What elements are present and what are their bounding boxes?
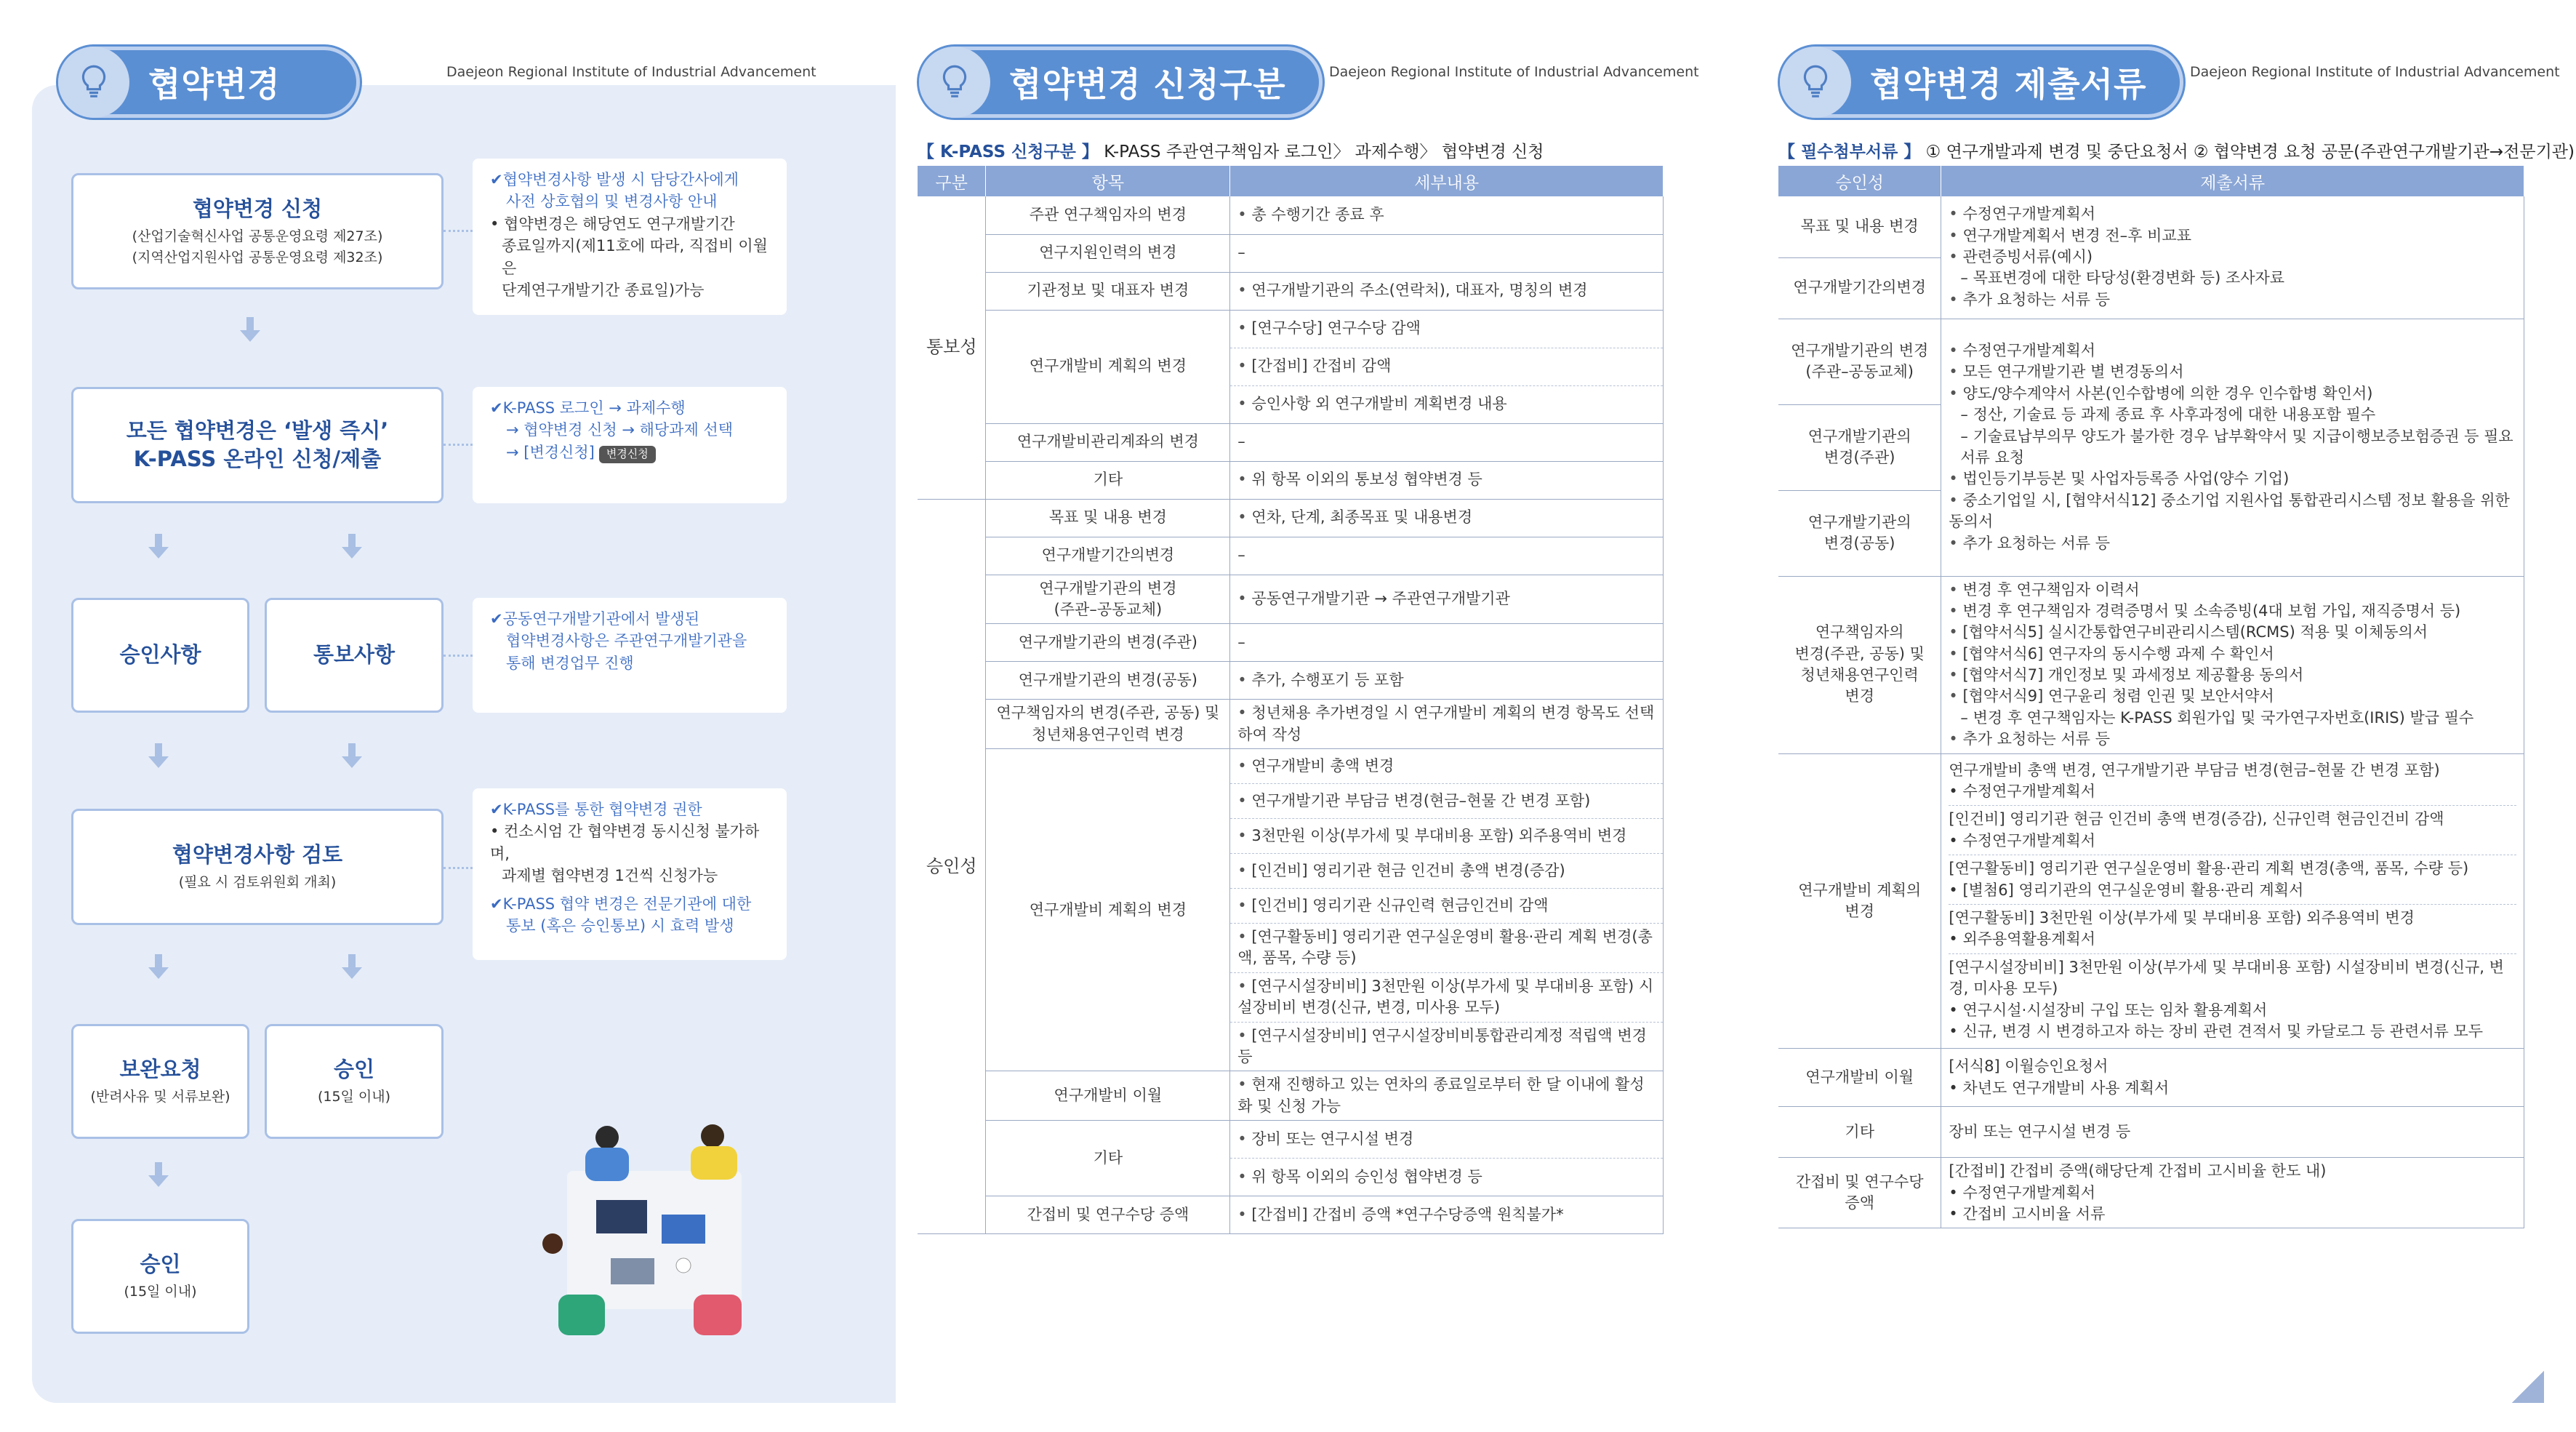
item-cell: 기타 bbox=[986, 461, 1230, 499]
category-cell: 통보성 bbox=[918, 196, 986, 499]
approval-cell: 연구책임자의 변경(주관, 공동) 및 청년채용연구인력 변경 bbox=[1778, 576, 1941, 753]
lightbulb-icon bbox=[58, 47, 129, 118]
note1-b1: • 협약변경은 해당연도 연구개발기간 bbox=[490, 215, 735, 233]
detail-text: • 연구개발기관 부담금 변경(현금–현물 간 변경 포함) bbox=[1237, 792, 1590, 809]
table-row bbox=[918, 624, 1664, 662]
arrow-down-icon bbox=[148, 967, 169, 979]
col-category: 구분 bbox=[918, 166, 986, 196]
table-row bbox=[918, 1196, 1664, 1234]
check-icon: ✔ bbox=[490, 610, 503, 628]
detail-text: • 총 수행기간 종료 후 bbox=[1237, 206, 1384, 223]
docs-cell: 장비 또는 연구시설 변경 등 bbox=[1941, 1107, 2524, 1158]
table-row bbox=[918, 537, 1664, 575]
docs-cell bbox=[1941, 576, 2524, 753]
item-cell: 연구개발비 계획의 변경 bbox=[986, 749, 1230, 1071]
detail-text: • 연차, 단계, 최종목표 및 내용변경 bbox=[1237, 508, 1472, 526]
detail-cell bbox=[1230, 499, 1664, 537]
table-row bbox=[918, 461, 1664, 499]
approval-cell: 간접비 및 연구수당 증액 bbox=[1778, 1158, 1941, 1228]
doc-line: • 수정연구개발계획서 bbox=[1949, 204, 2516, 225]
note4-b1: • 컨소시엄 간 협약변경 동시신청 불가하며, bbox=[490, 823, 760, 863]
box-all-title1: 모든 협약변경은 ‘발생 즉시’ bbox=[126, 417, 389, 443]
detail-text: • 추가, 수행포기 등 포함 bbox=[1237, 671, 1403, 689]
table-row bbox=[918, 1121, 1664, 1159]
detail-text: • [연구활동비] 영리기관 연구실운영비 활용·관리 계획 변경(총액, 품목, 수량 등) bbox=[1237, 928, 1653, 967]
table-row bbox=[918, 575, 1664, 624]
detail-cell bbox=[1230, 624, 1664, 662]
table-row bbox=[918, 1071, 1664, 1121]
note1-b3: 단계연구개발기간 종료일)가능 bbox=[502, 281, 705, 300]
detail-cell bbox=[1230, 461, 1664, 499]
meeting-illustration bbox=[538, 1120, 771, 1360]
table-row bbox=[1778, 1049, 2524, 1107]
table-row bbox=[918, 700, 1664, 749]
detail-cell bbox=[1230, 662, 1664, 700]
note3-l3: 통해 변경업무 진행 bbox=[506, 654, 634, 672]
box-notify bbox=[265, 598, 444, 713]
detail-text: • 현재 진행하고 있는 연차의 종료일로부터 한 달 이내에 활성화 및 신청 가능 bbox=[1237, 1076, 1644, 1114]
box-approval-title: 승인사항 bbox=[119, 642, 201, 668]
detail-cell bbox=[1230, 234, 1664, 272]
approval-cell: 연구개발기간의변경 bbox=[1778, 257, 1941, 319]
table-row bbox=[1778, 576, 2524, 753]
box-ok1-title: 승인 bbox=[333, 1057, 375, 1082]
detail-text: • 3천만원 이상(부가세 및 부대비용 포함) 외주용역비 변경 bbox=[1237, 827, 1626, 844]
detail-cell bbox=[1230, 272, 1664, 310]
note3-l2: 협약변경사항은 주관연구개발기관을 bbox=[506, 632, 747, 650]
box-approval bbox=[71, 598, 249, 713]
detail-cell bbox=[1230, 749, 1664, 784]
docs-cell bbox=[1941, 753, 2524, 1049]
item-cell: 주관 연구책임자의 변경 bbox=[986, 196, 1230, 234]
doc-block bbox=[1949, 757, 2516, 807]
detail-cell bbox=[1230, 1071, 1664, 1121]
doc-line: • [별첨6] 영리기관의 연구실운영비 활용·관리 계획서 bbox=[1949, 881, 2304, 899]
col-docs: 제출서류 bbox=[1941, 166, 2524, 196]
detail-cell bbox=[1230, 854, 1664, 889]
doc-line: • 양도/양수계약서 사본(인수합병에 의한 경우 인수합병 확인서) bbox=[1949, 383, 2516, 404]
table-row bbox=[918, 272, 1664, 310]
box-supplement bbox=[71, 1024, 249, 1139]
item-cell: 간접비 및 연구수당 증액 bbox=[986, 1196, 1230, 1234]
doc-line: [연구활동비] 영리기관 연구실운영비 활용·관리 계획 변경(총액, 품목, 수량 등) bbox=[1949, 860, 2469, 878]
doc-line: • 법인등기부등본 및 사업자등록증 사업(양수 기업) bbox=[1949, 468, 2516, 489]
doc-line: • [협약서식7] 개인정보 및 과세정보 제공활용 동의서 bbox=[1949, 665, 2516, 686]
detail-text: • [연구시설장비비] 연구시설장비비통합관리계정 적립액 변경 등 bbox=[1237, 1027, 1647, 1065]
table-required-docs bbox=[1778, 166, 2524, 1228]
doc-line: • 중소기업일 시, [협약서식12] 중소기업 지원사업 통합관리시스템 정보 활용을 위한 동의서 bbox=[1949, 490, 2516, 533]
item-cell: 연구책임자의 변경(주관, 공동) 및 청년채용연구인력 변경 bbox=[986, 700, 1230, 749]
detail-text: – bbox=[1237, 244, 1245, 262]
panel1-title-pill bbox=[58, 47, 360, 118]
item-cell: 기타 bbox=[986, 1121, 1230, 1196]
doc-block bbox=[1949, 954, 2516, 1046]
item-cell: 연구개발비 계획의 변경 bbox=[986, 310, 1230, 423]
box-all-changes bbox=[71, 387, 444, 503]
doc-line: • 추가 요청하는 서류 등 bbox=[1949, 729, 2516, 750]
doc-line: • 신규, 변경 시 변경하고자 하는 장비 관련 견적서 및 카달로그 등 관련서류 모두 bbox=[1949, 1022, 2484, 1040]
note2-l1: K-PASS 로그인 → 과제수행 bbox=[502, 399, 686, 417]
table-row bbox=[918, 423, 1664, 461]
connector-2 bbox=[444, 444, 473, 446]
item-cell: 연구개발기관의 변경(공동) bbox=[986, 662, 1230, 700]
detail-text: • 연구개발비 총액 변경 bbox=[1237, 757, 1394, 775]
box-apply-title: 협약변경 신청 bbox=[192, 196, 323, 221]
connector-1 bbox=[444, 230, 473, 232]
check-icon: ✔ bbox=[490, 801, 503, 818]
detail-text: • [연구시설장비비] 3천만원 이상(부가세 및 부대비용 포함) 시설장비비 변경(신규, 변경, 미사용 모두) bbox=[1237, 977, 1653, 1016]
arrow-down-icon bbox=[342, 967, 362, 979]
note-2 bbox=[473, 387, 787, 503]
approval-cell: 연구개발비 계획의 변경 bbox=[1778, 753, 1941, 1049]
institute-label-2: Daejeon Regional Institute of Industrial Advancement bbox=[1329, 64, 1699, 80]
detail-cell bbox=[1230, 972, 1664, 1022]
doc-line: • 차년도 연구개발비 사용 계획서 bbox=[1949, 1079, 2170, 1097]
table-row bbox=[1778, 753, 2524, 1049]
detail-text: • [연구수당] 연구수당 감액 bbox=[1237, 319, 1421, 337]
panel2-section-header bbox=[918, 138, 1544, 162]
note-3 bbox=[473, 598, 787, 713]
panel1-title: 협약변경 bbox=[148, 65, 281, 104]
note1-line1: 협약변경사항 발생 시 담당간사에게 bbox=[502, 171, 739, 188]
doc-line: • 외주용역활용계획서 bbox=[1949, 930, 2096, 948]
table-row bbox=[918, 662, 1664, 700]
doc-line: – 목표변경에 대한 타당성(환경변화 등) 조사자료 bbox=[1960, 269, 2285, 287]
note2-l3: → [변경신청] bbox=[506, 443, 595, 461]
detail-text: • 공동연구개발기관 → 주관연구개발기관 bbox=[1237, 590, 1510, 607]
table-row bbox=[918, 234, 1664, 272]
detail-cell bbox=[1230, 310, 1664, 348]
check-icon: ✔ bbox=[490, 171, 503, 188]
box-approve-1 bbox=[265, 1024, 444, 1139]
arrow-down-icon bbox=[342, 756, 362, 768]
item-cell: 연구지원인력의 변경 bbox=[986, 234, 1230, 272]
doc-line: [간접비] 간접비 증액(해당단계 간접비 고시비율 한도 내) bbox=[1949, 1162, 2327, 1180]
check-icon: ✔ bbox=[490, 895, 503, 913]
panel2-title: 협약변경 신청구분 bbox=[1009, 65, 1286, 104]
note1-b2: 종료일까지(제11호에 따라, 직접비 이월은 bbox=[502, 237, 768, 277]
doc-line: • 수정연구개발계획서 bbox=[1949, 831, 2096, 849]
docs-cell bbox=[1941, 1049, 2524, 1107]
detail-text: • 연구개발기관의 주소(연락처), 대표자, 명칭의 변경 bbox=[1237, 281, 1587, 299]
institute-label-3: Daejeon Regional Institute of Industrial Advancement bbox=[2190, 64, 2560, 80]
detail-cell bbox=[1230, 1159, 1664, 1196]
detail-cell bbox=[1230, 575, 1664, 624]
doc-line: • 수정연구개발계획서 bbox=[1949, 1183, 2096, 1201]
detail-cell bbox=[1230, 537, 1664, 575]
detail-cell bbox=[1230, 700, 1664, 749]
box-approve-2 bbox=[71, 1219, 249, 1334]
connector-4 bbox=[444, 867, 473, 869]
panel3-title-pill bbox=[1780, 47, 2183, 118]
box-review bbox=[71, 809, 444, 925]
detail-text: • 청년채용 추가변경일 시 연구개발비 계획의 변경 항목도 선택하여 작성 bbox=[1237, 704, 1654, 743]
note-1 bbox=[473, 159, 787, 315]
detail-cell bbox=[1230, 348, 1664, 385]
doc-line: • 변경 후 연구책임자 경력증명서 및 소속증빙(4대 보험 가입, 재직증명서 등) bbox=[1949, 601, 2516, 622]
note4-h2: K-PASS 협약 변경은 전문기관에 대한 bbox=[502, 895, 752, 913]
doc-line: • [협약서식9] 연구윤리 청렴 인권 및 보안서약서 bbox=[1949, 686, 2516, 707]
box-ok1-sub: (15일 이내) bbox=[317, 1089, 391, 1105]
box-supp-sub: (반려사유 및 서류보완) bbox=[90, 1089, 230, 1105]
detail-text: • 승인사항 외 연구개발비 계획변경 내용 bbox=[1237, 395, 1506, 412]
connector-3 bbox=[444, 655, 473, 657]
item-cell: 기관정보 및 대표자 변경 bbox=[986, 272, 1230, 310]
detail-text: • 위 항목 이외의 승인성 협약변경 등 bbox=[1237, 1168, 1482, 1185]
panel2-head-rest: K-PASS 주관연구책임자 로그인〉 과제수행〉 협약변경 신청 bbox=[1104, 143, 1544, 161]
table-row bbox=[1778, 1107, 2524, 1158]
note-4 bbox=[473, 788, 787, 960]
item-cell: 연구개발비 이월 bbox=[986, 1071, 1230, 1121]
doc-line: • [협약서식5] 실시간통합연구비관리시스템(RCMS) 적용 및 이체동의서 bbox=[1949, 622, 2516, 643]
doc-line: 연구개발비 총액 변경, 연구개발기관 부담금 변경(현금–현물 간 변경 포함) bbox=[1949, 761, 2440, 779]
doc-line: [연구시설장비비] 3천만원 이상(부가세 및 부대비용 포함) 시설장비비 변경(신규, 변경, 미사용 모두) bbox=[1949, 958, 2504, 998]
approval-cell: 연구개발기관의 변경 (주관–공동교체) bbox=[1778, 319, 1941, 404]
table-row bbox=[918, 310, 1664, 348]
doc-block bbox=[1949, 855, 2516, 905]
table-row bbox=[1778, 1158, 2524, 1228]
box-supp-title: 보완요청 bbox=[119, 1057, 201, 1082]
panel2-title-pill bbox=[919, 47, 1323, 118]
arrow-down-icon bbox=[342, 547, 362, 559]
approval-cell: 연구개발비 이월 bbox=[1778, 1049, 1941, 1107]
detail-cell bbox=[1230, 1022, 1664, 1071]
item-cell: 연구개발기간의변경 bbox=[986, 537, 1230, 575]
col-item: 항목 bbox=[986, 166, 1230, 196]
detail-cell bbox=[1230, 385, 1664, 423]
table-row bbox=[1778, 319, 2524, 404]
doc-line: • 수정연구개발계획서 bbox=[1949, 783, 2096, 801]
detail-text: • [인건비] 영리기관 현금 인건비 총액 변경(증감) bbox=[1237, 862, 1565, 879]
arrow-down-icon bbox=[240, 330, 260, 342]
item-cell: 연구개발기관의 변경 (주관–공동교체) bbox=[986, 575, 1230, 624]
doc-line: [연구활동비] 3천만원 이상(부가세 및 부대비용 포함) 외주용역비 변경 bbox=[1949, 908, 2415, 927]
box-ok2-sub: (15일 이내) bbox=[124, 1284, 197, 1300]
arrow-down-icon bbox=[148, 1175, 169, 1187]
box-apply bbox=[71, 173, 444, 289]
detail-cell bbox=[1230, 784, 1664, 819]
box-apply-sub1: (산업기술혁신사업 공통운영요령 제27조) bbox=[132, 228, 383, 245]
doc-line: • 연구시설·시설장비 구입 또는 임차 활용계획서 bbox=[1949, 1001, 2268, 1019]
box-notify-title: 통보사항 bbox=[313, 642, 396, 668]
doc-line: • 연구개발계획서 변경 전–후 비교표 bbox=[1949, 225, 2516, 247]
note4-h3: 통보 (혹은 승인통보) 시 효력 발생 bbox=[506, 917, 734, 935]
box-all-title2: K-PASS 온라인 신청/제출 bbox=[133, 447, 382, 471]
doc-line: [서식8] 이월승인요청서 bbox=[1949, 1057, 2108, 1076]
detail-cell bbox=[1230, 924, 1664, 973]
doc-line: • 모든 연구개발기관 별 변경동의서 bbox=[1949, 361, 2516, 383]
table-row bbox=[918, 499, 1664, 537]
detail-text: – bbox=[1237, 633, 1245, 652]
arrow-down-icon bbox=[148, 547, 169, 559]
box-ok2-title: 승인 bbox=[140, 1252, 181, 1277]
lightbulb-icon bbox=[1780, 47, 1851, 118]
detail-cell bbox=[1230, 1121, 1664, 1159]
col-approval: 승인성 bbox=[1778, 166, 1941, 196]
check-icon: ✔ bbox=[490, 399, 503, 417]
doc-line: [인건비] 영리기관 현금 인건비 총액 변경(증감), 신규인력 현금인건비 감액 bbox=[1949, 810, 2444, 828]
detail-cell bbox=[1230, 423, 1664, 461]
table-row bbox=[918, 749, 1664, 784]
detail-cell bbox=[1230, 1196, 1664, 1234]
box-review-sub: (필요 시 검토위원회 개최) bbox=[178, 874, 337, 891]
docs-cell bbox=[1941, 1158, 2524, 1228]
item-cell: 목표 및 내용 변경 bbox=[986, 499, 1230, 537]
note3-l1: 공동연구개발기관에서 발생된 bbox=[502, 610, 700, 628]
note4-h1: K-PASS를 통한 협약변경 권한 bbox=[502, 801, 702, 818]
approval-cell: 기타 bbox=[1778, 1107, 1941, 1158]
lightbulb-icon bbox=[919, 47, 990, 118]
doc-block bbox=[1949, 905, 2516, 954]
doc-line: • [협약서식6] 연구자의 동시수행 과제 수 확인서 bbox=[1949, 644, 2516, 665]
doc-line: • 변경 후 연구책임자 이력서 bbox=[1949, 580, 2516, 601]
detail-text: • [간접비] 간접비 감액 bbox=[1237, 357, 1391, 375]
doc-line: • 추가 요청하는 서류 등 bbox=[1949, 533, 2516, 554]
category-cell: 승인성 bbox=[918, 499, 986, 1234]
detail-text: • 장비 또는 연구시설 변경 bbox=[1237, 1130, 1413, 1148]
page-fold bbox=[2512, 1371, 2544, 1403]
table-application-type bbox=[918, 166, 1664, 1234]
note2-l2: → 협약변경 신청 → 해당과제 선택 bbox=[506, 421, 733, 439]
detail-text: – bbox=[1237, 433, 1245, 451]
approval-cell: 연구개발기관의 변경(주관) bbox=[1778, 404, 1941, 490]
docs-cell bbox=[1941, 196, 2524, 319]
table-row bbox=[918, 196, 1664, 234]
box-review-title: 협약변경사항 검토 bbox=[172, 842, 343, 868]
note4-b2: 과제별 협약변경 1건씩 신청가능 bbox=[502, 867, 718, 885]
change-request-button: 변경신청 bbox=[599, 446, 656, 463]
institute-label-1: Daejeon Regional Institute of Industrial Advancement bbox=[446, 64, 816, 80]
detail-text: – bbox=[1237, 546, 1245, 564]
item-cell: 연구개발기관의 변경(주관) bbox=[986, 624, 1230, 662]
doc-line: – 변경 후 연구책임자는 K-PASS 회원가입 및 국가연구자번호(IRIS) 발급 필수 bbox=[1960, 708, 2474, 727]
table-row bbox=[1778, 196, 2524, 257]
detail-text: • [간접비] 간접비 증액 *연구수당증액 원칙불가* bbox=[1237, 1206, 1563, 1223]
approval-cell: 연구개발기관의 변경(공동) bbox=[1778, 490, 1941, 576]
panel3-head-rest: ① 연구개발과제 변경 및 중단요청서 ② 협약변경 요청 공문(주관연구개발기관→전문기관) bbox=[1925, 143, 2575, 161]
approval-cell: 목표 및 내용 변경 bbox=[1778, 196, 1941, 257]
doc-line: • 간접비 고시비율 서류 bbox=[1949, 1205, 2106, 1223]
doc-line: • 관련증빙서류(예시) bbox=[1949, 247, 2516, 268]
detail-text: • 위 항목 이외의 통보성 협약변경 등 bbox=[1237, 471, 1482, 488]
panel3-title: 협약변경 제출서류 bbox=[1870, 65, 2147, 104]
detail-cell bbox=[1230, 889, 1664, 924]
detail-cell bbox=[1230, 196, 1664, 234]
detail-cell bbox=[1230, 819, 1664, 854]
panel2-head-bold: 【 K-PASS 신청구분 】 bbox=[918, 143, 1099, 161]
col-detail: 세부내용 bbox=[1230, 166, 1664, 196]
doc-line: – 정산, 기술료 등 과제 종료 후 사후과정에 대한 내용포함 필수 bbox=[1960, 406, 2376, 424]
item-cell: 연구개발비관리계좌의 변경 bbox=[986, 423, 1230, 461]
doc-line: – 기술료납부의무 양도가 불가한 경우 납부확약서 및 지급이행보증보험증권 등 필요 서류 요청 bbox=[1960, 427, 2513, 466]
doc-line: • 수정연구개발계획서 bbox=[1949, 340, 2516, 361]
note1-line2: 사전 상호협의 및 변경사항 안내 bbox=[506, 193, 718, 211]
box-apply-sub2: (지역산업지원사업 공통운영요령 제32조) bbox=[132, 249, 383, 265]
panel3-section-header bbox=[1778, 138, 2575, 162]
doc-block bbox=[1949, 806, 2516, 855]
panel3-head-bold: 【 필수첨부서류 】 bbox=[1778, 143, 1921, 161]
docs-cell bbox=[1941, 319, 2524, 576]
detail-text: • [인건비] 영리기관 신규인력 현금인건비 감액 bbox=[1237, 897, 1548, 914]
arrow-down-icon bbox=[148, 756, 169, 768]
doc-line: • 추가 요청하는 서류 등 bbox=[1949, 289, 2516, 311]
